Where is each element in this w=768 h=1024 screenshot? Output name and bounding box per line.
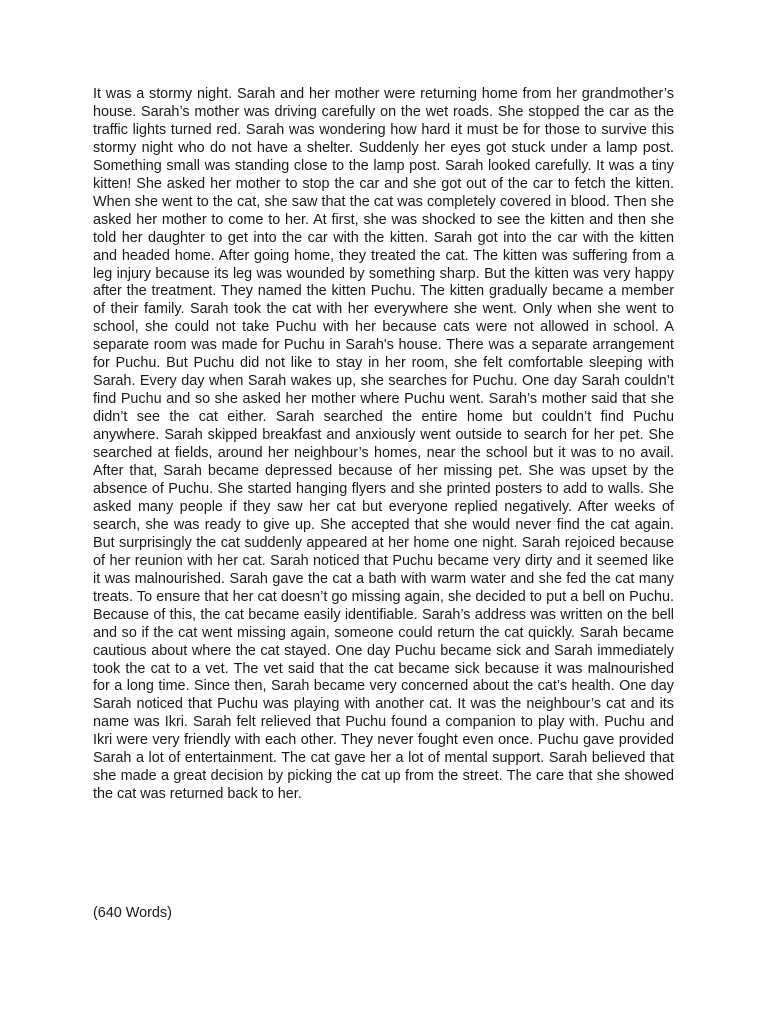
story-paragraph: It was a stormy night. Sarah and her mother were returning home from her grandmother’s house. Sarah’s mother was driving carefully on the wet roads. She stopped the car as the traffic lights turned red. Sarah was wondering how hard it must be for those to survive this stormy night who do not have a shelter. Suddenly her eyes got stuck under a lamp post. Something small was standing close to the lamp post. Sarah looked carefully. It was a tiny kitten! She asked her mother to stop the car and she got out of the car to fetch the kitten. When she went to the cat, she saw that the cat was completely covered in blood. Then she asked her mother to come to her. At first, she was shocked to see the kitten and then she told her daughter to get into the car with the kitten. Sarah got into the car with the kitten and headed home. After going home, they treated the cat. The kitten was suffering from a leg injury because its leg was wounded by something sharp. But the kitten was very happy after the treatment. They named the kitten Puchu. The kitten gradually became a member of their family. Sarah took the cat with her everywhere she went. Only when she went to school, she could not take Puchu with her because cats were not allowed in school. A separate room was made for Puchu in Sarah's house. There was a separate arrangement for Puchu. But Puchu did not like to stay in her room, she felt comfortable sleeping with Sarah. Every day when Sarah wakes up, she searches for Puchu. One day Sarah couldn’t find Puchu and so she asked her mother where Puchu went. Sarah’s mother said that she didn’t see the cat either. Sarah searched the entire home but couldn’t find Puchu anywhere. Sarah skipped breakfast and anxiously went outside to search for her pet. She searched at fields, around her neighbour’s homes, near the school but it was to no avail. After that, Sarah became depressed because of her missing pet. She was upset by the absence of Puchu. She started hanging flyers and she printed posters to add to walls. She asked many people if they saw her cat but everyone replied negatively. After weeks of search, she was ready to give up. She accepted that she would never find the cat again. But surprisingly the cat suddenly appeared at her home one night. Sarah rejoiced because of her reunion with her cat. Sarah noticed that Puchu became very dirty and it seemed like it was malnourished. Sarah gave the cat a bath with warm water and she fed the cat many treats. To ensure that her cat doesn’t go missing again, she decided to put a bell on Puchu. Because of this, the cat became easily identifiable. Sarah’s address was written on the bell and so if the cat went missing again, someone could return the cat quickly. Sarah became cautious about where the cat stayed. One day Puchu became sick and Sarah immediately took the cat to a vet. The vet said that the cat became sick because it was malnourished for a long time. Since then, Sarah became very concerned about the cat’s health. One day Sarah noticed that Puchu was playing with another cat. It was the neighbour’s cat and its name was Ikri. Sarah felt relieved that Puchu found a companion to play with. Puchu and Ikri were very friendly with each other. They never fought even once. Puchu gave provided Sarah a lot of entertainment. The cat gave her a lot of mental support. Sarah believed that she made a great decision by picking the cat up from the street. The care that she showed the cat was returned back to her.: [93, 86, 674, 803]
word-count-label: (640 Words): [93, 905, 172, 921]
